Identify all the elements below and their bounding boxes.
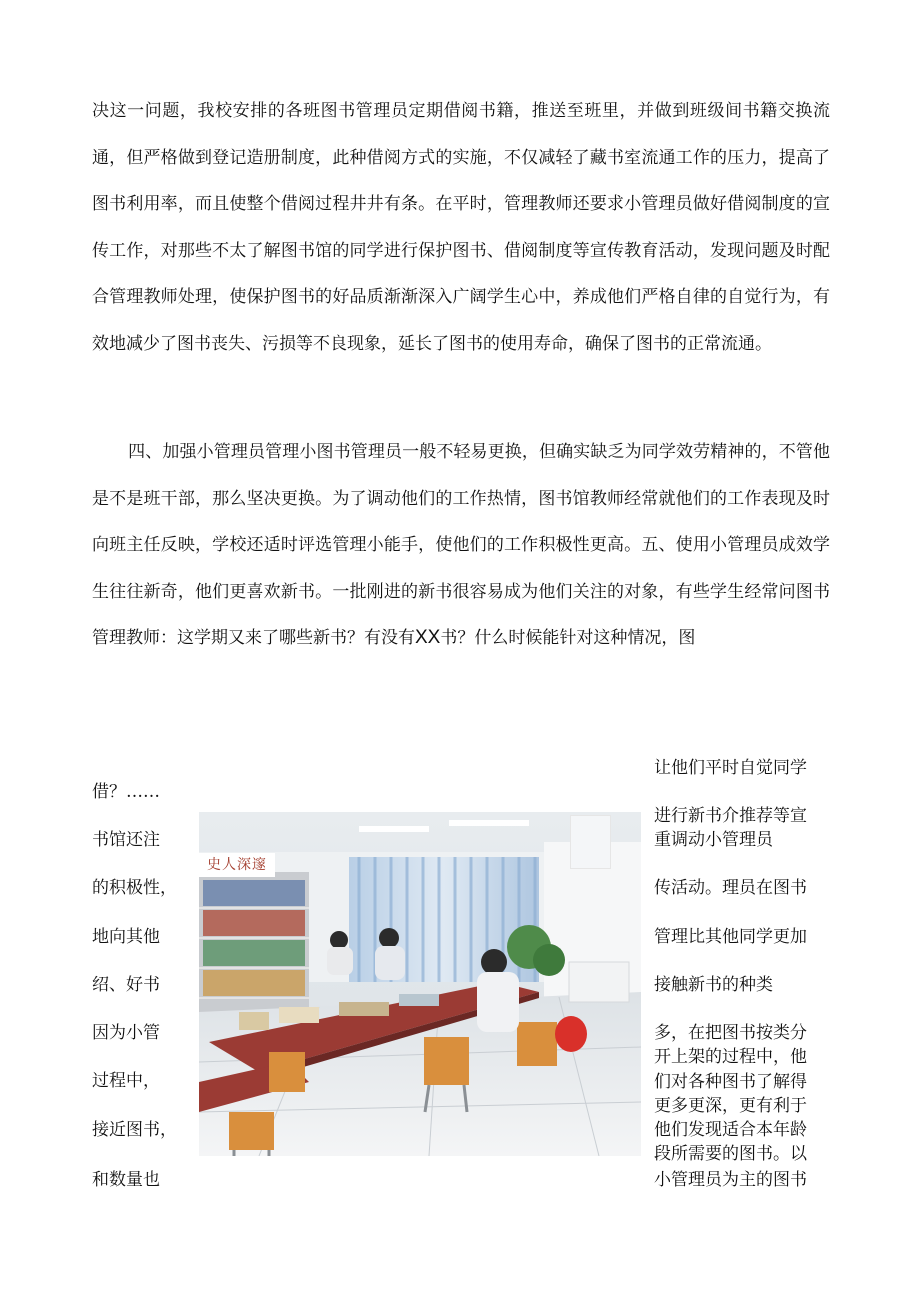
left-fragment-8: 接近图书， xyxy=(92,1120,177,1140)
right-fragment-7: 多，在把图书按类分 xyxy=(654,1023,807,1043)
right-fragment-4: 传活动。理员在图书 xyxy=(654,878,807,898)
right-fragment-1: 让他们平时自觉同学 xyxy=(654,758,807,778)
right-fragment-12: 段所需要的图书。以 xyxy=(654,1144,807,1164)
right-fragment-5: 管理比其他同学更加 xyxy=(654,927,807,947)
left-fragment-1: 借？…… xyxy=(92,782,160,802)
left-fragment-7: 过程中， xyxy=(92,1071,160,1091)
paragraph-2 xyxy=(92,429,830,662)
right-fragment-11: 他们发现适合本年龄 xyxy=(654,1120,807,1140)
right-fragment-8: 开上架的过程中，他 xyxy=(654,1047,807,1067)
right-fragment-9: 们对各种图书了解得 xyxy=(654,1072,807,1092)
left-fragment-9: 和数量也 xyxy=(92,1170,160,1190)
left-fragment-4: 地向其他 xyxy=(92,927,160,947)
paragraph-2-xx: XX xyxy=(415,627,441,648)
right-fragment-13: 小管理员为主的图书 xyxy=(654,1170,807,1190)
right-fragment-6: 接触新书的种类 xyxy=(654,975,773,995)
paragraph-1: 决这一问题，我校安排的各班图书管理员定期借阅书籍，推送至班里，并做到班级间书籍交换流通，但严格做到登记造册制度，此种借阅方式的实施，不仅减轻了藏书室流通工作的压力，提高了图书利用率，而且使整个借阅过程井井有条。在平时，管理教师还要求小管理员做好借阅制度的宣传工作，对那些不太了解图书馆的同学进行保护图书、借阅制度等宣传教育活动，发现问题及时配合管理教师处理，使保护图书的好品质渐渐深入广阔学生心中，养成他们严格自律的自觉行为，有效地减少了图书丧失、污损等不良现象，延长了图书的使用寿命，确保了图书的正常流通。 xyxy=(92,101,830,354)
paragraph-2-text-a: 四、加强小管理员管理小图书管理员一般不轻易更换，但确实缺乏为同学效劳精神的，不管他是不是班干部，那么坚决更换。为了调动他们的工作热情，图书馆教师经常就他们的工作表现及时向班主任反映，学校还适时评选管理小能手，使他们的工作积极性更高。五、使用小管理员成效学生往往新奇，他们更喜欢新书。一批刚进的新书很容易成为他们关注的对象，有些学生经常问图书管理教师：这学期又来了哪些新书？有没有 xyxy=(92,442,830,648)
left-fragment-3: 的积极性， xyxy=(92,878,177,898)
paragraph-2-text-b: 书？什么时候能针对这种情况，图 xyxy=(440,628,696,648)
left-fragment-5: 绍、好书 xyxy=(92,975,160,995)
seal-stamp: 史人深邃 xyxy=(199,853,275,877)
right-fragment-10: 更多更深，更有利于 xyxy=(654,1096,807,1116)
left-fragment-6: 因为小管 xyxy=(92,1023,160,1043)
right-fragment-3: 重调动小管理员 xyxy=(654,830,773,850)
right-fragment-2: 进行新书介推荐等宣 xyxy=(654,806,807,826)
left-fragment-2: 书馆还注 xyxy=(92,830,160,850)
window-snippet xyxy=(570,815,611,869)
